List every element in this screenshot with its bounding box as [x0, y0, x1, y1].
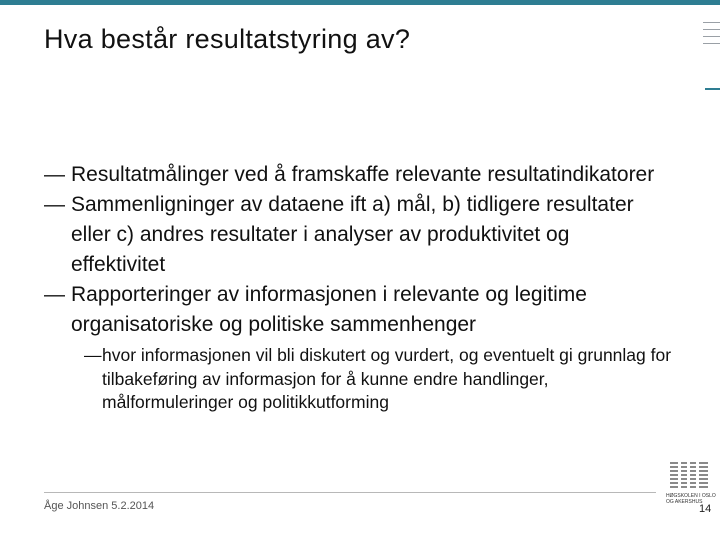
bullet-dash: —: [44, 163, 65, 186]
footer-author-date: Åge Johnsen 5.2.2014: [44, 500, 155, 512]
sub-bullet-item: [84, 344, 682, 415]
bullet-item: [44, 280, 664, 340]
sub-bullet-dash: —: [84, 345, 102, 365]
decorative-accent-line: [705, 88, 720, 90]
decorative-lines: [703, 22, 720, 50]
bullet-item: [44, 190, 664, 280]
bullet-item: [44, 160, 664, 190]
slide-title: Hva består resultatstyring av?: [44, 24, 411, 54]
bullet-dash: —: [44, 193, 65, 216]
page-number: 14: [699, 503, 712, 515]
bullet-list: [44, 160, 672, 415]
bullet-text: Sammenligninger av dataene ift a) mål, b) tidligere resultater eller c) andres resultater i analyser av produktivitet og effektivitet: [71, 193, 634, 276]
footer-divider: [44, 492, 656, 493]
bullet-dash: —: [44, 283, 65, 306]
top-accent-bar: [0, 0, 720, 5]
bullet-text: Resultatmålinger ved å framskaffe relevante resultatindikatorer: [71, 163, 655, 186]
bullet-text: Rapporteringer av informasjonen i relevante og legitime organisatoriske og politiske sammenhenger: [71, 283, 587, 336]
sub-bullet-text: hvor informasjonen vil bli diskutert og vurdert, og eventuelt gi grunnlag for tilbakeføring av informasjon for å kunne endre handlinger, målformuleringer og politikkutforming: [102, 345, 672, 412]
logo-text: HØGSKOLEN I OSLO OG AKERSHUS: [666, 493, 716, 505]
